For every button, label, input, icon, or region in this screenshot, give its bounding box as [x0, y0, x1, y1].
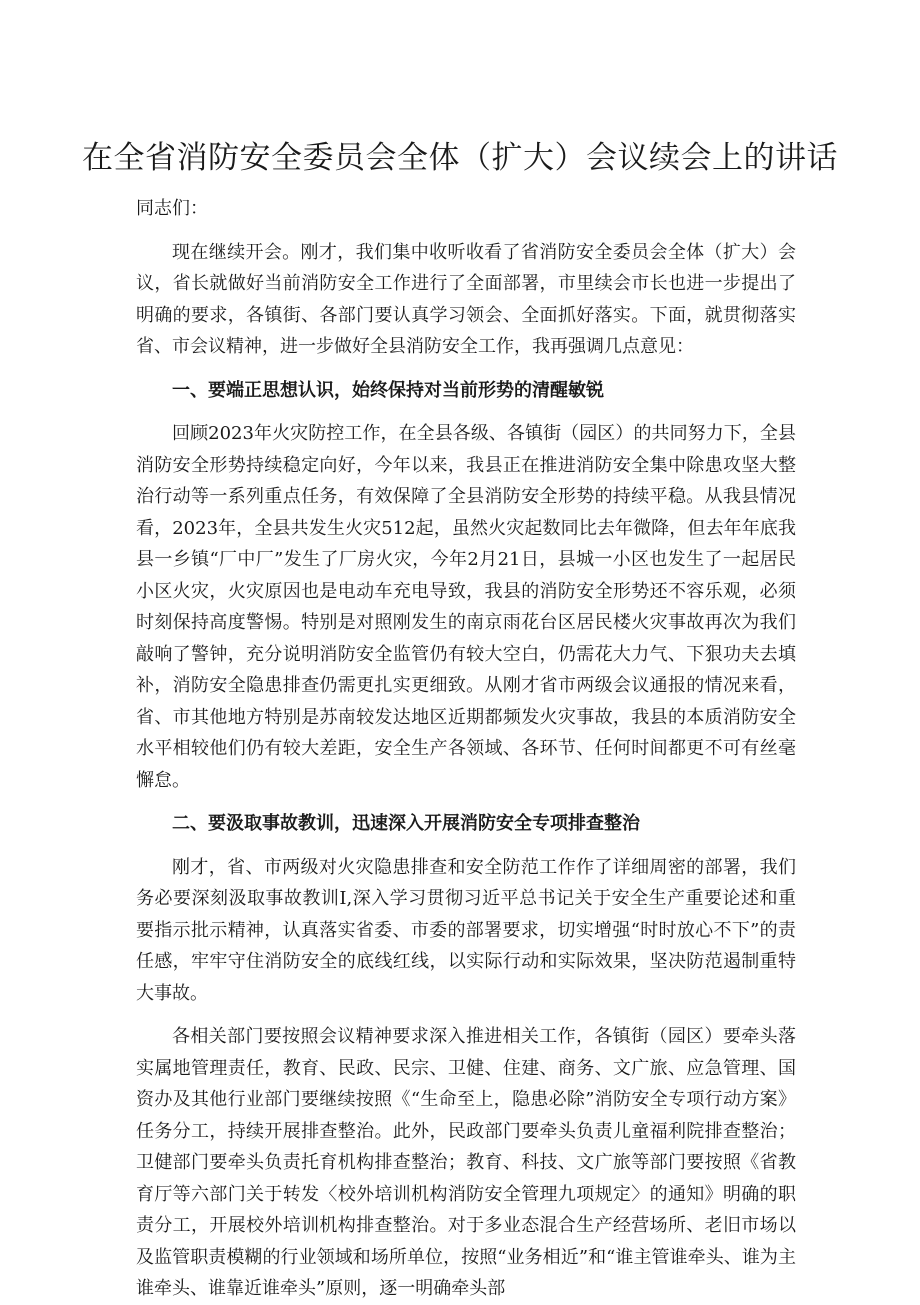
- section-heading-2: 二、要汲取事故教训，迅速深入开展消防安全专项排查整治: [172, 813, 640, 834]
- document-title: 在全省消防安全委员会全体（扩大）会议续会上的讲话: [82, 140, 838, 176]
- paragraph-section-2a: 刚才，省、市两级对火灾隐患排查和安全防范工作作了详细周密的部署，我们务必要深刻汲取事故教训I,深入学习贯彻习近平总书记关于安全生产重要论述和重要指示批示精神，认真落实省委、市委的部署要求，切实增强“时时放心不下”的责任感，牢牢守住消防安全的底线红线，以实际行动和实际效果，坚决防范遏制重特大事故。: [136, 856, 796, 1004]
- paragraph-section-2b: 各相关部门要按照会议精神要求深入推进相关工作，各镇街（园区）要牵头落实属地管理责任，教育、民政、民宗、卫健、住建、商务、文广旅、应急管理、国资办及其他行业部门要继续按照《“生命至上，隐患必除”消防安全专项行动方案》任务分工，持续开展排查整治。此外，民政部门要牵头负责儿童福利院排查整治；卫健部门要牵头负责托育机构排查整治；教育、科技、文广旅等部门要按照《省教育厅等六部门关于转发〈校外培训机构消防安全管理九项规定〉的通知》明确的职责分工，开展校外培训机构排查整治。对于多业态混合生产经营场所、老旧市场以及监管职责模糊的行业领域和场所单位，按照“业务相近”和“谁主管谁牵头、谁为主谁牵头、谁靠近谁牵头”原则，逐一明确牵头部: [136, 1026, 796, 1299]
- section-heading-1: 一、要端正思想认识，始终保持对当前形势的清醒敏锐: [172, 379, 604, 401]
- paragraph-intro: 现在继续开会。刚才，我们集中收听收看了省消防安全委员会全体（扩大）会议，省长就做好当前消防安全工作进行了全面部署，市里续会市长也进一步提出了明确的要求，各镇街、各部门要认真学习领会、全面抓好落实。下面，就贯彻落实省、市会议精神，进一步做好全县消防安全工作，我再强调几点意见：: [136, 241, 796, 357]
- paragraph-section-1: 回顾2023年火灾防控工作，在全县各级、各镇街（园区）的共同努力下，全县消防安全形势持续稳定向好，今年以来，我县正在推进消防安全集中除患攻坚大整治行动等一系列重点任务，有效保障了全县消防安全形势的持续平稳。从我县情况看，2023年，全县共发生火灾512起，虽然火灾起数同比去年微降，但去年年底我县一乡镇“厂中厂”发生了厂房火灾，今年2月21日，县城一小区也发生了一起居民小区火灾，火灾原因也是电动车充电导致，我县的消防安全形势还不容乐观，必须时刻保持高度警惕。特别是对照刚发生的南京雨花台区居民楼火灾事故再次为我们敲响了警钟，充分说明消防安全监管仍有较大空白，仍需花大力气、下狠功夫去填补，消防安全隐患排查仍需更扎实更细致。从刚才省市两级会议通报的情况来看，省、市其他地方特别是苏南较发达地区近期都频发火灾事故，我县的本质消防安全水平相较他们仍有较大差距，安全生产各领域、各环节、任何时间都更不可有丝毫懈怠。: [136, 423, 796, 791]
- document-body: [136, 190, 796, 1305]
- salutation: 同志们：: [136, 198, 208, 219]
